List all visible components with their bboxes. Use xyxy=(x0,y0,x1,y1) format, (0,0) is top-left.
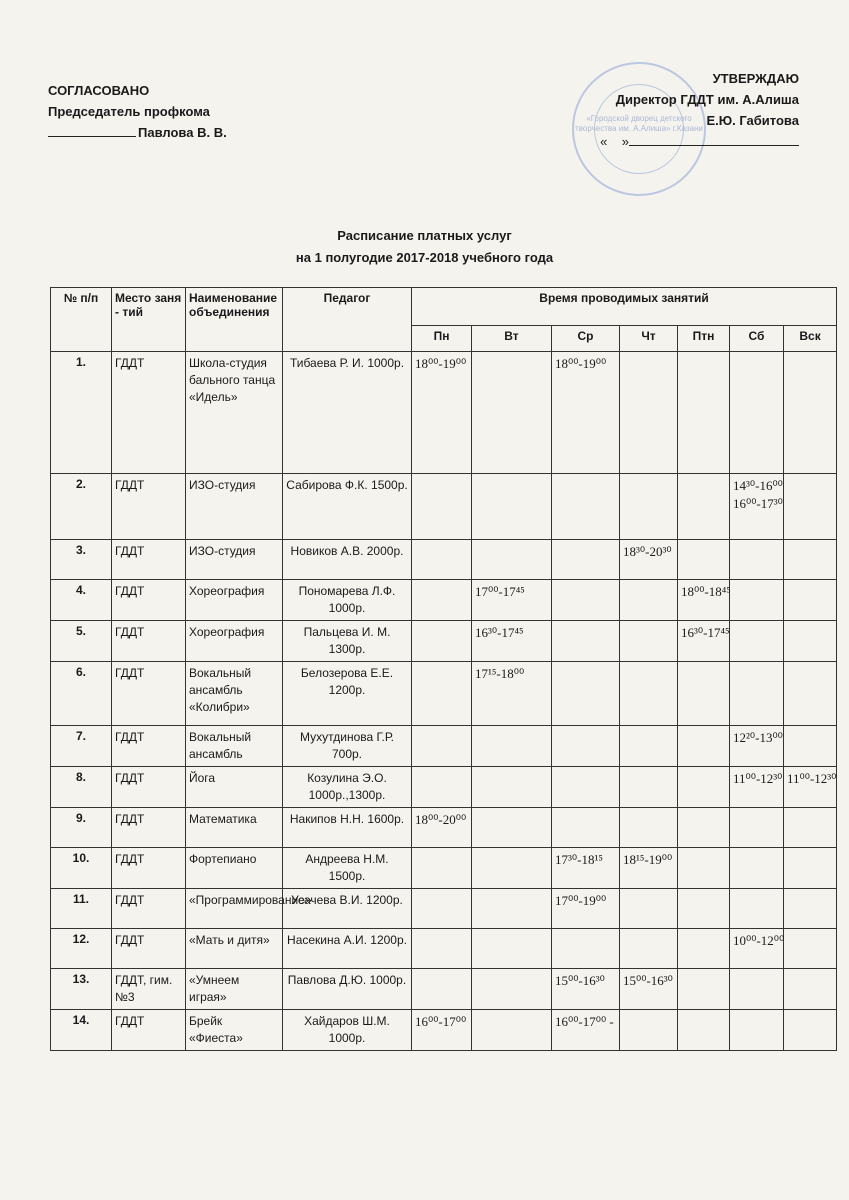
row-number: 11. xyxy=(51,889,112,929)
table-header xyxy=(51,288,837,352)
row-time-cell xyxy=(784,848,837,889)
row-time-cell xyxy=(678,767,730,808)
row-time-cell xyxy=(678,352,730,474)
row-time-cell xyxy=(472,1010,552,1051)
row-time-cell xyxy=(412,726,472,767)
row-time-cell xyxy=(412,580,472,621)
row-time-cell: 16⁰⁰-17⁰⁰ xyxy=(412,1010,472,1051)
row-time-cell xyxy=(620,662,678,726)
row-time-cell: 15⁰⁰-16³⁰ xyxy=(620,969,678,1010)
row-time-cell xyxy=(472,889,552,929)
row-number: 8. xyxy=(51,767,112,808)
row-teacher: Павлова Д.Ю. 1000р. xyxy=(283,969,412,1010)
row-time-cell xyxy=(472,808,552,848)
table-row xyxy=(51,540,837,580)
row-time-cell: 16³⁰-17⁴⁵ xyxy=(678,621,730,662)
row-time-cell xyxy=(730,1010,784,1051)
row-time-cell xyxy=(412,767,472,808)
row-teacher: Тибаева Р. И. 1000р. xyxy=(283,352,412,474)
row-time-cell: 18³⁰-20³⁰ xyxy=(620,540,678,580)
row-time-cell xyxy=(730,889,784,929)
agreed-label: СОГЛАСОВАНО xyxy=(48,83,150,98)
row-place: ГДДТ xyxy=(112,929,186,969)
row-time-cell xyxy=(412,889,472,929)
approve-label: УТВЕРЖДАЮ xyxy=(712,71,799,86)
left-header xyxy=(48,80,227,143)
row-time-cell: 17¹⁵-18⁰⁰ xyxy=(472,662,552,726)
row-time-cell xyxy=(552,474,620,540)
director-position: Директор ГДДТ им. А.Алиша xyxy=(615,92,799,107)
schedule-table xyxy=(50,287,837,1051)
row-time-cell xyxy=(678,808,730,848)
row-number: 6. xyxy=(51,662,112,726)
row-time-cell xyxy=(552,580,620,621)
row-teacher: Козулина Э.О. 1000р.,1300р. xyxy=(283,767,412,808)
day-wed: Ср xyxy=(552,326,620,352)
row-time-cell xyxy=(784,889,837,929)
row-time-cell xyxy=(678,540,730,580)
row-name: Фортепиано xyxy=(186,848,283,889)
day-sat: Сб xyxy=(730,326,784,352)
row-name: «Программирование» xyxy=(186,889,283,929)
row-teacher: Хайдаров Ш.М. 1000р. xyxy=(283,1010,412,1051)
row-time-cell xyxy=(620,352,678,474)
row-name: Школа-студия бального танца «Идель» xyxy=(186,352,283,474)
row-time-cell xyxy=(472,474,552,540)
col-place-header: Место заня - тий xyxy=(112,288,186,352)
row-number: 5. xyxy=(51,621,112,662)
table-row xyxy=(51,929,837,969)
table-row xyxy=(51,726,837,767)
table-row xyxy=(51,848,837,889)
row-teacher: Белозерова Е.Е. 1200р. xyxy=(283,662,412,726)
row-time-cell xyxy=(620,621,678,662)
row-time-cell xyxy=(730,848,784,889)
table-row xyxy=(51,889,837,929)
director-name: Е.Ю. Габитова xyxy=(706,113,799,128)
union-chair-label: Председатель профкома xyxy=(48,104,210,119)
row-number: 1. xyxy=(51,352,112,474)
row-time-cell xyxy=(730,540,784,580)
row-time-cell xyxy=(730,621,784,662)
row-time-cell xyxy=(552,540,620,580)
row-number: 4. xyxy=(51,580,112,621)
stamp-text: «Городской дворец детского творчества им. А.Алиша» г.Казани xyxy=(575,114,703,133)
row-time-cell xyxy=(552,767,620,808)
row-time-cell xyxy=(620,726,678,767)
row-time-cell xyxy=(620,767,678,808)
row-time-cell xyxy=(412,662,472,726)
day-mon: Пн xyxy=(412,326,472,352)
row-time-cell xyxy=(678,848,730,889)
date-line xyxy=(629,145,799,146)
row-time-cell xyxy=(730,580,784,621)
row-time-cell xyxy=(412,621,472,662)
right-header xyxy=(600,68,799,152)
row-number: 13. xyxy=(51,969,112,1010)
col-teacher-header: Педагог xyxy=(283,288,412,352)
row-time-cell xyxy=(784,969,837,1010)
row-time-cell xyxy=(784,662,837,726)
row-teacher: Сабирова Ф.К. 1500р. xyxy=(283,474,412,540)
row-time-cell xyxy=(620,1010,678,1051)
row-time-cell: 18⁰⁰-20⁰⁰ xyxy=(412,808,472,848)
row-place: ГДДТ xyxy=(112,848,186,889)
row-time-cell xyxy=(784,540,837,580)
row-time-cell xyxy=(784,808,837,848)
row-place: ГДДТ xyxy=(112,352,186,474)
row-name: Вокальный ансамбль «Колибри» xyxy=(186,662,283,726)
table-row xyxy=(51,662,837,726)
row-time-cell xyxy=(784,352,837,474)
row-time-cell xyxy=(552,621,620,662)
row-time-cell xyxy=(472,352,552,474)
row-time-cell: 12²⁰-13⁰⁰ xyxy=(730,726,784,767)
row-time-cell xyxy=(784,580,837,621)
row-teacher: Новиков А.В. 2000р. xyxy=(283,540,412,580)
row-time-cell: 18⁰⁰-18⁴⁵ xyxy=(678,580,730,621)
row-time-cell xyxy=(620,474,678,540)
table-row xyxy=(51,808,837,848)
row-name: Брейк «Фиеста» xyxy=(186,1010,283,1051)
date-open-quote: « xyxy=(600,134,608,149)
row-name: Математика xyxy=(186,808,283,848)
row-time-cell: 18¹⁵-19⁰⁰ xyxy=(620,848,678,889)
approval-date xyxy=(600,131,799,152)
row-place: ГДДТ xyxy=(112,474,186,540)
row-time-cell: 17⁰⁰-17⁴⁵ xyxy=(472,580,552,621)
union-chair-name: Павлова В. В. xyxy=(138,125,227,140)
row-time-cell: 18⁰⁰-19⁰⁰ xyxy=(552,352,620,474)
table-row xyxy=(51,1010,837,1051)
row-time-cell xyxy=(412,474,472,540)
row-time-cell: 15⁰⁰-16³⁰ xyxy=(552,969,620,1010)
row-time-cell xyxy=(620,929,678,969)
row-name: «Умнеем играя» xyxy=(186,969,283,1010)
col-time-header: Время проводимых занятий xyxy=(412,288,837,326)
row-number: 14. xyxy=(51,1010,112,1051)
table-row xyxy=(51,767,837,808)
table-row xyxy=(51,580,837,621)
row-time-cell xyxy=(472,848,552,889)
row-place: ГДДТ xyxy=(112,540,186,580)
row-name: Хореография xyxy=(186,580,283,621)
row-name: ИЗО-студия xyxy=(186,540,283,580)
row-teacher: Пальцева И. М. 1300р. xyxy=(283,621,412,662)
row-teacher: Насекина А.И. 1200р. xyxy=(283,929,412,969)
row-time-cell xyxy=(678,1010,730,1051)
row-time-cell: 17⁰⁰-19⁰⁰ xyxy=(552,889,620,929)
row-teacher: Накипов Н.Н. 1600р. xyxy=(283,808,412,848)
day-thu: Чт xyxy=(620,326,678,352)
row-time-cell xyxy=(620,889,678,929)
date-close-quote: » xyxy=(621,134,629,149)
row-time-cell xyxy=(412,969,472,1010)
row-time-cell xyxy=(620,580,678,621)
row-place: ГДДТ, гим. №3 xyxy=(112,969,186,1010)
row-time-cell xyxy=(730,662,784,726)
row-place: ГДДТ xyxy=(112,889,186,929)
day-tue: Вт xyxy=(472,326,552,352)
row-time-cell: 16³⁰-17⁴⁵ xyxy=(472,621,552,662)
row-teacher: Андреева Н.М. 1500р. xyxy=(283,848,412,889)
row-time-cell: 16⁰⁰-17⁰⁰ - xyxy=(552,1010,620,1051)
doc-subtitle: на 1 полугодие 2017-2018 учебного года xyxy=(295,250,554,265)
row-time-cell xyxy=(784,474,837,540)
union-chair-signature xyxy=(48,122,227,143)
row-number: 7. xyxy=(51,726,112,767)
row-time-cell xyxy=(730,352,784,474)
row-place: ГДДТ xyxy=(112,580,186,621)
table-row xyxy=(51,474,837,540)
row-teacher: Пономарева Л.Ф. 1000р. xyxy=(283,580,412,621)
row-time-cell xyxy=(784,1010,837,1051)
row-name: Вокальный ансамбль xyxy=(186,726,283,767)
row-time-cell: 11⁰⁰-12³⁰ xyxy=(730,767,784,808)
row-time-cell: 14³⁰-16⁰⁰ 16⁰⁰-17³⁰ xyxy=(730,474,784,540)
row-time-cell xyxy=(472,540,552,580)
row-place: ГДДТ xyxy=(112,662,186,726)
row-place: ГДДТ xyxy=(112,726,186,767)
row-time-cell xyxy=(412,848,472,889)
row-time-cell xyxy=(678,889,730,929)
table-row xyxy=(51,969,837,1010)
row-number: 3. xyxy=(51,540,112,580)
row-place: ГДДТ xyxy=(112,1010,186,1051)
row-number: 9. xyxy=(51,808,112,848)
row-teacher: Усачева В.И. 1200р. xyxy=(283,889,412,929)
row-name: Йога xyxy=(186,767,283,808)
row-time-cell: 11⁰⁰-12³⁰ xyxy=(784,767,837,808)
day-fri: Птн xyxy=(678,326,730,352)
day-sun: Вск xyxy=(784,326,837,352)
row-time-cell xyxy=(472,767,552,808)
row-time-cell xyxy=(678,726,730,767)
row-teacher: Мухутдинова Г.Р. 700р. xyxy=(283,726,412,767)
row-place: ГДДТ xyxy=(112,767,186,808)
row-time-cell xyxy=(552,662,620,726)
row-name: «Мать и дитя» xyxy=(186,929,283,969)
row-time-cell xyxy=(678,929,730,969)
row-time-cell xyxy=(730,808,784,848)
table-row xyxy=(51,352,837,474)
row-place: ГДДТ xyxy=(112,621,186,662)
row-time-cell xyxy=(620,808,678,848)
row-number: 12. xyxy=(51,929,112,969)
col-num-header: № п/п xyxy=(51,288,112,352)
row-time-cell xyxy=(784,929,837,969)
row-time-cell xyxy=(678,662,730,726)
row-place: ГДДТ xyxy=(112,808,186,848)
row-time-cell: 18⁰⁰-19⁰⁰ xyxy=(412,352,472,474)
row-number: 10. xyxy=(51,848,112,889)
row-time-cell: 17³⁰-18¹⁵ xyxy=(552,848,620,889)
doc-title: Расписание платных услуг xyxy=(337,228,512,243)
row-time-cell xyxy=(784,621,837,662)
table-row xyxy=(51,621,837,662)
row-time-cell xyxy=(730,969,784,1010)
row-time-cell xyxy=(552,929,620,969)
signature-line xyxy=(48,136,136,137)
row-time-cell xyxy=(472,929,552,969)
row-time-cell xyxy=(678,474,730,540)
row-time-cell xyxy=(412,929,472,969)
row-time-cell xyxy=(552,726,620,767)
row-time-cell: 10⁰⁰-12⁰⁰ xyxy=(730,929,784,969)
row-time-cell xyxy=(784,726,837,767)
row-time-cell xyxy=(472,969,552,1010)
row-time-cell xyxy=(472,726,552,767)
row-time-cell xyxy=(678,969,730,1010)
table-body xyxy=(51,352,837,1051)
col-name-header: Наименование объединения xyxy=(186,288,283,352)
row-time-cell xyxy=(412,540,472,580)
row-time-cell xyxy=(552,808,620,848)
row-name: ИЗО-студия xyxy=(186,474,283,540)
row-name: Хореография xyxy=(186,621,283,662)
row-number: 2. xyxy=(51,474,112,540)
